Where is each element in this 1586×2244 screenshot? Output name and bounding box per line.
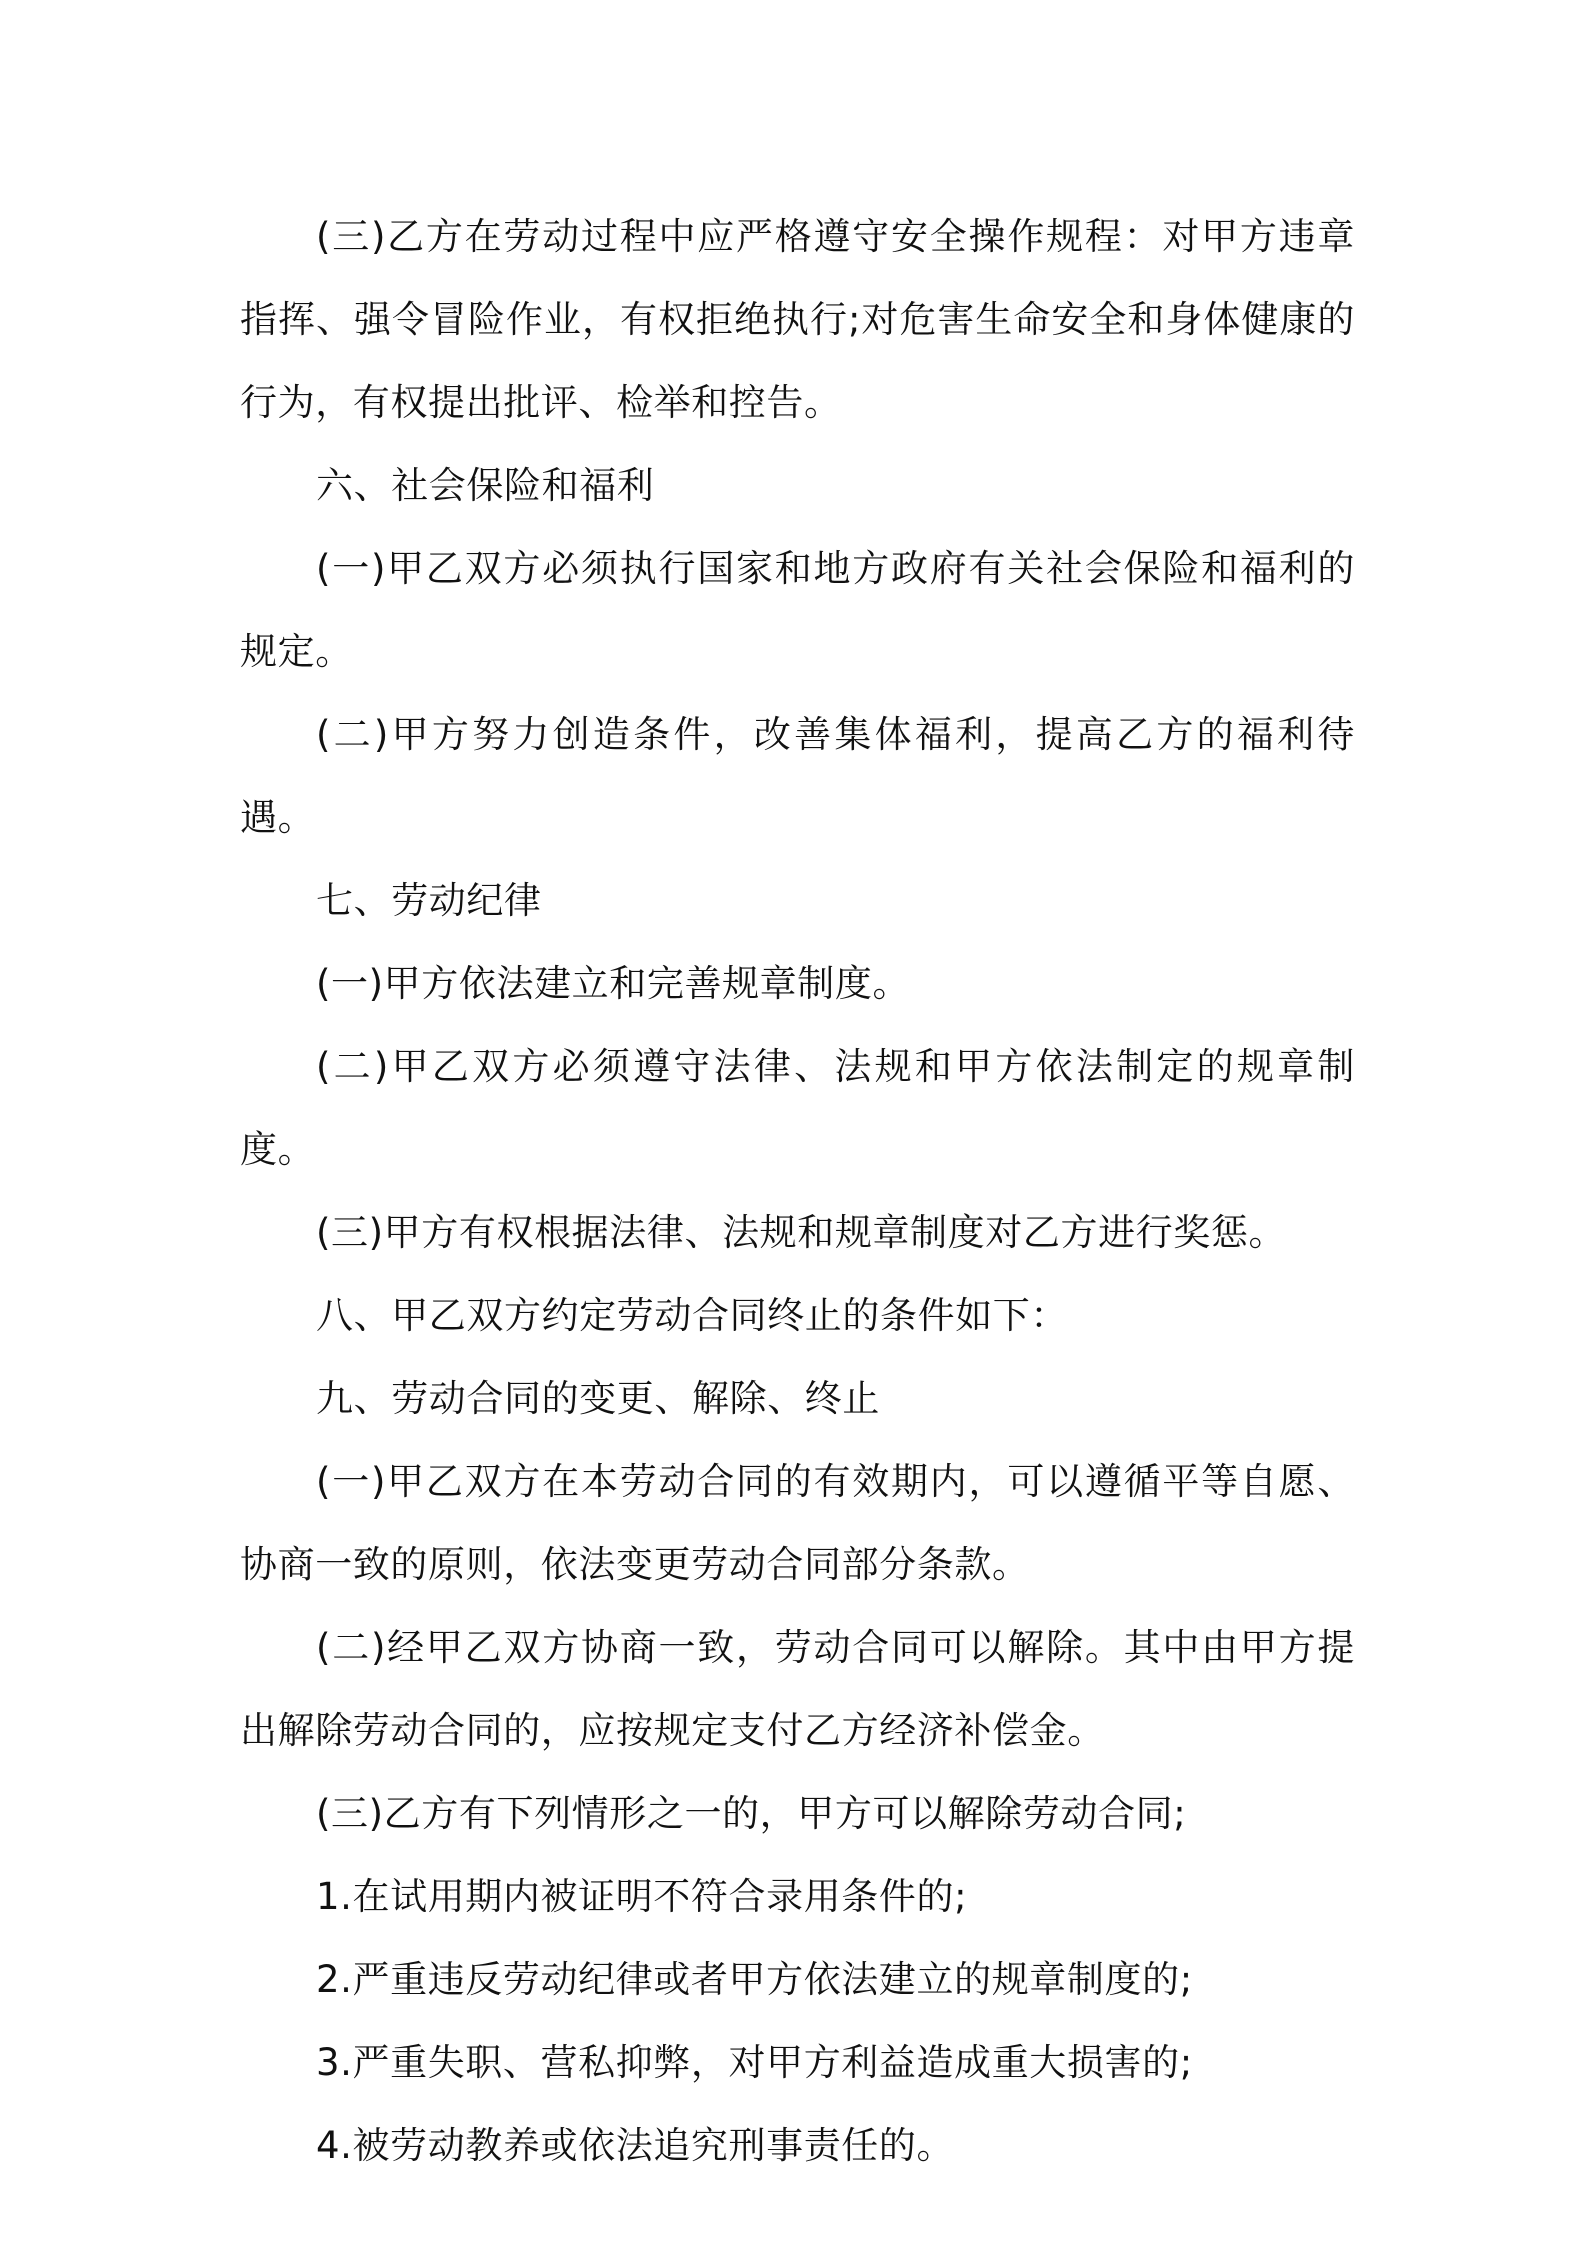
paragraph-termination-cases: (三)乙方有下列情形之一的，甲方可以解除劳动合同; [316, 1792, 1187, 1835]
paragraph-rewards-penalties: (三)甲方有权根据法律、法规和规章制度对乙方进行奖惩。 [316, 1211, 1287, 1254]
paragraph-contract-rescission: (二)经甲乙双方协商一致，劳动合同可以解除。其中由甲方提出解除劳动合同的，应按规定支付乙方经济补偿金。 [240, 1626, 1355, 1752]
paragraph-safety-rules: (三)乙方在劳动过程中应严格遵守安全操作规程：对甲方违章指挥、强令冒险作业，有权拒绝执行;对危害生命安全和身体健康的行为，有权提出批评、检举和控告。 [240, 215, 1355, 424]
paragraph-contract-modification: (一)甲乙双方在本劳动合同的有效期内，可以遵循平等自愿、协商一致的原则，依法变更劳动合同部分条款。 [240, 1460, 1355, 1586]
list-item-probation: 1.在试用期内被证明不符合录用条件的; [316, 1875, 968, 1918]
list-item-criminal-liability: 4.被劳动教养或依法追究刑事责任的。 [316, 2124, 955, 2167]
list-item-dereliction: 3.严重失职、营私抑弊，对甲方利益造成重大损害的; [316, 2041, 1193, 2084]
paragraph-rules-compliance: (二)甲乙双方必须遵守法律、法规和甲方依法制定的规章制度。 [240, 1045, 1355, 1171]
paragraph-insurance-regulations: (一)甲乙双方必须执行国家和地方政府有关社会保险和福利的规定。 [240, 547, 1355, 673]
section-heading-labor-discipline: 七、劳动纪律 [316, 879, 542, 922]
paragraph-welfare-improvement: (二)甲方努力创造条件，改善集体福利，提高乙方的福利待遇。 [240, 713, 1355, 839]
section-heading-termination-conditions: 八、甲乙双方约定劳动合同终止的条件如下： [316, 1294, 1068, 1337]
list-item-discipline-violation: 2.严重违反劳动纪律或者甲方依法建立的规章制度的; [316, 1958, 1193, 2001]
section-heading-social-insurance: 六、社会保险和福利 [316, 464, 655, 507]
document-body [240, 195, 1355, 2187]
section-heading-contract-changes: 九、劳动合同的变更、解除、终止 [316, 1377, 880, 1420]
paragraph-rules-establishment: (一)甲方依法建立和完善规章制度。 [316, 962, 911, 1005]
